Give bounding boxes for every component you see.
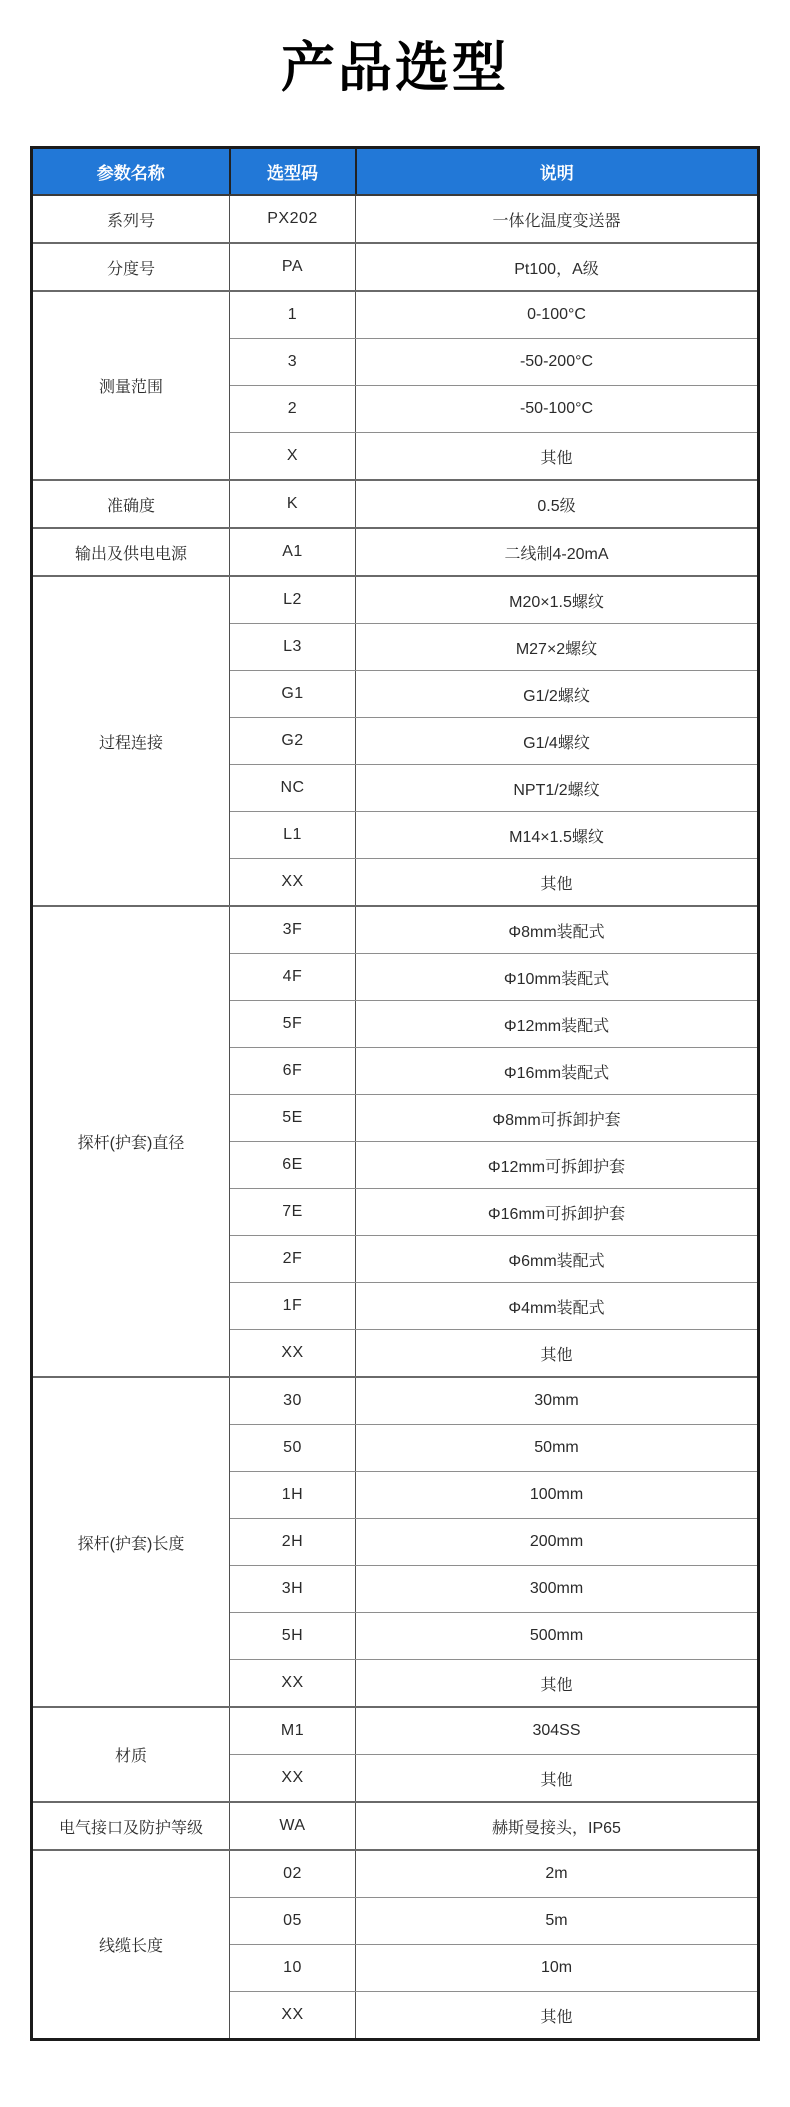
description-cell: 10m (356, 1945, 759, 1992)
description-cell: 100mm (356, 1472, 759, 1519)
selection-table (30, 146, 760, 2041)
selection-code-cell: 1F (230, 1283, 356, 1330)
selection-code-cell: 5E (230, 1095, 356, 1142)
description-cell: Φ16mm装配式 (356, 1048, 759, 1095)
selection-code-cell: L3 (230, 624, 356, 671)
parameter-name-cell: 电气接口及防护等级 (32, 1802, 230, 1850)
selection-code-cell: 4F (230, 954, 356, 1001)
description-cell: -50-100°C (356, 386, 759, 433)
selection-code-cell: XX (230, 1755, 356, 1803)
description-cell: G1/4螺纹 (356, 718, 759, 765)
description-cell: 304SS (356, 1707, 759, 1755)
selection-code-cell: M1 (230, 1707, 356, 1755)
description-cell: -50-200°C (356, 339, 759, 386)
selection-code-cell: G1 (230, 671, 356, 718)
selection-code-cell: 6E (230, 1142, 356, 1189)
description-cell: M27×2螺纹 (356, 624, 759, 671)
selection-code-cell: 50 (230, 1425, 356, 1472)
description-cell: 300mm (356, 1566, 759, 1613)
selection-code-cell: L1 (230, 812, 356, 859)
selection-code-cell: 30 (230, 1377, 356, 1425)
selection-code-cell: 1 (230, 291, 356, 339)
selection-code-cell: 3F (230, 906, 356, 954)
selection-code-cell: 2F (230, 1236, 356, 1283)
selection-code-cell: 7E (230, 1189, 356, 1236)
selection-code-cell: X (230, 433, 356, 481)
parameter-name-cell: 材质 (32, 1707, 230, 1802)
description-cell: Φ12mm装配式 (356, 1001, 759, 1048)
selection-table-body (32, 195, 759, 2040)
description-cell: 0.5级 (356, 480, 759, 528)
selection-code-cell: 05 (230, 1898, 356, 1945)
selection-code-cell: 10 (230, 1945, 356, 1992)
selection-code-cell: 2 (230, 386, 356, 433)
description-cell: Φ4mm装配式 (356, 1283, 759, 1330)
description-cell: 其他 (356, 859, 759, 907)
description-cell: 200mm (356, 1519, 759, 1566)
selection-code-cell: NC (230, 765, 356, 812)
table-row (32, 528, 759, 576)
parameter-name-cell: 分度号 (32, 243, 230, 291)
description-cell: 50mm (356, 1425, 759, 1472)
parameter-name-cell: 探杆(护套)直径 (32, 906, 230, 1377)
parameter-name-cell: 准确度 (32, 480, 230, 528)
table-row (32, 1802, 759, 1850)
table-row (32, 1707, 759, 1755)
description-cell: 30mm (356, 1377, 759, 1425)
selection-code-cell: XX (230, 1660, 356, 1708)
description-cell: M20×1.5螺纹 (356, 576, 759, 624)
table-row (32, 291, 759, 339)
selection-code-cell: G2 (230, 718, 356, 765)
table-row (32, 243, 759, 291)
selection-code-cell: K (230, 480, 356, 528)
table-row (32, 906, 759, 954)
parameter-name-cell: 测量范围 (32, 291, 230, 480)
description-cell: 一体化温度变送器 (356, 195, 759, 243)
selection-code-cell: 3 (230, 339, 356, 386)
description-cell: 500mm (356, 1613, 759, 1660)
selection-code-cell: XX (230, 859, 356, 907)
table-row (32, 1850, 759, 1898)
parameter-name-cell: 系列号 (32, 195, 230, 243)
description-cell: 赫斯曼接头，IP65 (356, 1802, 759, 1850)
selection-code-cell: XX (230, 1330, 356, 1378)
column-header-parameter: 参数名称 (32, 148, 230, 196)
description-cell: Φ8mm装配式 (356, 906, 759, 954)
description-cell: NPT1/2螺纹 (356, 765, 759, 812)
selection-code-cell: WA (230, 1802, 356, 1850)
description-cell: Pt100，A级 (356, 243, 759, 291)
description-cell: 其他 (356, 1755, 759, 1803)
description-cell: 其他 (356, 1660, 759, 1708)
selection-code-cell: XX (230, 1992, 356, 2040)
table-header-row (32, 148, 759, 196)
selection-code-cell: 5F (230, 1001, 356, 1048)
parameter-name-cell: 过程连接 (32, 576, 230, 906)
selection-code-cell: L2 (230, 576, 356, 624)
selection-code-cell: 6F (230, 1048, 356, 1095)
table-row (32, 195, 759, 243)
selection-code-cell: A1 (230, 528, 356, 576)
description-cell: 二线制4-20mA (356, 528, 759, 576)
description-cell: 其他 (356, 1330, 759, 1378)
description-cell: 其他 (356, 433, 759, 481)
parameter-name-cell: 探杆(护套)长度 (32, 1377, 230, 1707)
description-cell: Φ16mm可拆卸护套 (356, 1189, 759, 1236)
page-title: 产品选型 (281, 38, 509, 98)
description-cell: Φ12mm可拆卸护套 (356, 1142, 759, 1189)
description-cell: M14×1.5螺纹 (356, 812, 759, 859)
description-cell: 2m (356, 1850, 759, 1898)
selection-code-cell: PA (230, 243, 356, 291)
selection-code-cell: 3H (230, 1566, 356, 1613)
description-cell: G1/2螺纹 (356, 671, 759, 718)
description-cell: 5m (356, 1898, 759, 1945)
table-row (32, 576, 759, 624)
selection-table-container (30, 146, 760, 2041)
selection-code-cell: PX202 (230, 195, 356, 243)
selection-code-cell: 02 (230, 1850, 356, 1898)
selection-code-cell: 5H (230, 1613, 356, 1660)
parameter-name-cell: 线缆长度 (32, 1850, 230, 2040)
description-cell: 其他 (356, 1992, 759, 2040)
selection-code-cell: 1H (230, 1472, 356, 1519)
description-cell: 0-100°C (356, 291, 759, 339)
description-cell: Φ8mm可拆卸护套 (356, 1095, 759, 1142)
parameter-name-cell: 输出及供电电源 (32, 528, 230, 576)
table-row (32, 1377, 759, 1425)
selection-code-cell: 2H (230, 1519, 356, 1566)
description-cell: Φ6mm装配式 (356, 1236, 759, 1283)
description-cell: Φ10mm装配式 (356, 954, 759, 1001)
table-row (32, 480, 759, 528)
column-header-code: 选型码 (230, 148, 356, 196)
column-header-description: 说明 (356, 148, 759, 196)
